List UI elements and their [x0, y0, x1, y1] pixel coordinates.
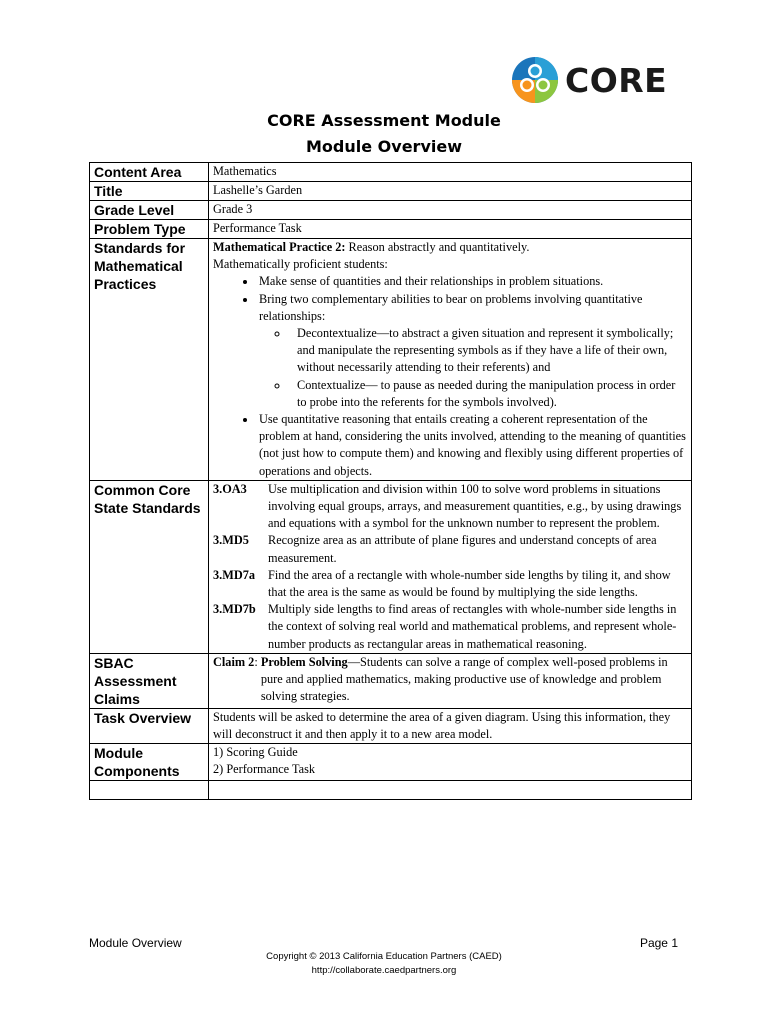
claim-lead — [213, 654, 261, 706]
blank-cell — [90, 781, 209, 800]
logo-text: CORE — [565, 60, 668, 100]
sbac-claims-label: SBAC Assessment Claims — [90, 653, 209, 708]
row-task-overview — [90, 708, 692, 743]
content-area-value: Mathematics — [209, 163, 692, 182]
common-core-label: Common Core State Standards — [90, 480, 209, 653]
standard-item — [213, 481, 687, 533]
standards-practices-label: Standards for Mathematical Practices — [90, 239, 209, 481]
content-area-label: Content Area — [90, 163, 209, 182]
claim-separator: : — [254, 654, 261, 669]
footer-section-title: Module Overview — [89, 936, 182, 950]
module-components-label: Module Components — [90, 744, 209, 781]
footer-copyright: Copyright © 2013 California Education Partners (CAED) — [266, 951, 502, 962]
practice-bullets — [213, 273, 687, 479]
module-heading: CORE Assessment Module — [267, 111, 501, 130]
task-overview-label: Task Overview — [90, 708, 209, 743]
claim-body — [261, 654, 687, 706]
standard-code: 3.MD5 — [213, 533, 249, 548]
problem-type-value: Performance Task — [209, 220, 692, 239]
module-subheading: Module Overview — [306, 137, 462, 156]
standards-practices-value — [209, 239, 692, 481]
problem-type-label: Problem Type — [90, 220, 209, 239]
practice-bullet: • Use quantitative reasoning that entails creating a coherent representation of the problem at hand, considering the units involved, attending to the meaning of quantities (not just how to compute them) and knowing and flexibly using different properties of operations and objects. — [257, 411, 687, 480]
practice-bullet-text: Bring two complementary abilities to bear on problems involving quantitative relationships: — [259, 291, 643, 323]
core-logo — [511, 54, 667, 106]
common-core-value — [209, 480, 692, 653]
row-title — [90, 182, 692, 201]
component-item: 1) Scoring Guide — [213, 745, 298, 760]
practice-subbullets — [259, 325, 687, 411]
footer-page-number: Page 1 — [639, 936, 678, 950]
standard-text: Find the area of a rectangle with whole-number side lengths by tiling it, and show that the area is the same as would be found by multiplying the side lengths. — [268, 567, 671, 600]
claim-title: Problem Solving — [260, 654, 348, 669]
row-blank — [90, 781, 692, 800]
standard-text: Use multiplication and division within 100 to solve word problems in situations involving equal groups, arrays, and measurement quantities, e.g., by using drawings and equations with a symbol for the unknown number to represent the problem. — [268, 481, 682, 531]
standard-text: Multiply side lengths to find areas of rectangles with whole-number side lengths in the context of solving real world and mathematical problems, and represent whole-number products as rectangular areas in mathematical reasoning. — [268, 602, 677, 651]
claim-text: —Students can solve a range of complex well-posed problems in pure and applied mathematics, making productive use of knowledge and problem solving strategies. — [260, 654, 668, 704]
core-logo-icon — [511, 56, 559, 104]
title-label: Title — [90, 182, 209, 201]
blank-cell — [209, 781, 692, 800]
sbac-claims-value — [209, 653, 692, 708]
standard-item — [213, 601, 687, 653]
overview-table — [89, 162, 692, 800]
standard-code: 3.MD7b — [213, 602, 256, 617]
claim-line — [213, 654, 687, 706]
title-value: Lashelle’s Garden — [209, 182, 692, 201]
row-content-area — [90, 163, 692, 182]
standard-item — [213, 532, 687, 566]
row-module-components — [90, 744, 692, 781]
practice-bullet: • Make sense of quantities and their relationships in problem situations. — [257, 273, 687, 290]
row-standards-practices — [90, 239, 692, 481]
row-common-core — [90, 480, 692, 653]
standard-code: 3.OA3 — [213, 481, 247, 496]
claim-number: Claim 2 — [213, 654, 255, 669]
component-item: 2) Performance Task — [213, 762, 316, 777]
row-sbac-claims — [90, 653, 692, 708]
module-components-value — [209, 744, 692, 781]
practice-text: Reason abstractly and quantitatively. — [345, 240, 530, 254]
grade-level-label: Grade Level — [90, 201, 209, 220]
practice-subbullet: ◦ Contextualize— to pause as needed during the manipulation process in order to probe into the referents for the symbols involved). — [289, 377, 687, 411]
footer-url[interactable]: http://collaborate.caedpartners.org — [311, 965, 457, 976]
practice-intro: Mathematically proficient students: — [213, 257, 388, 272]
standard-item — [213, 567, 687, 601]
practice-bullet — [257, 291, 687, 411]
row-grade-level — [90, 201, 692, 220]
practice-line — [213, 239, 687, 256]
row-problem-type — [90, 220, 692, 239]
practice-title: Mathematical Practice 2: — [213, 240, 346, 254]
task-overview-value: Students will be asked to determine the area of a given diagram. Using this information, they will deconstruct it and then apply it to a new area model. — [209, 708, 692, 743]
standard-code: 3.MD7a — [213, 567, 256, 582]
grade-level-value: Grade 3 — [209, 201, 692, 220]
practice-subbullet: ◦ Decontextualize—to abstract a given situation and represent it symbolically; and manipulate the representing symbols as if they have a life of their own, without necessarily attending to their referents) and — [289, 325, 687, 377]
standard-text: Recognize area as an attribute of plane figures and understand concepts of area measurement. — [268, 533, 657, 565]
